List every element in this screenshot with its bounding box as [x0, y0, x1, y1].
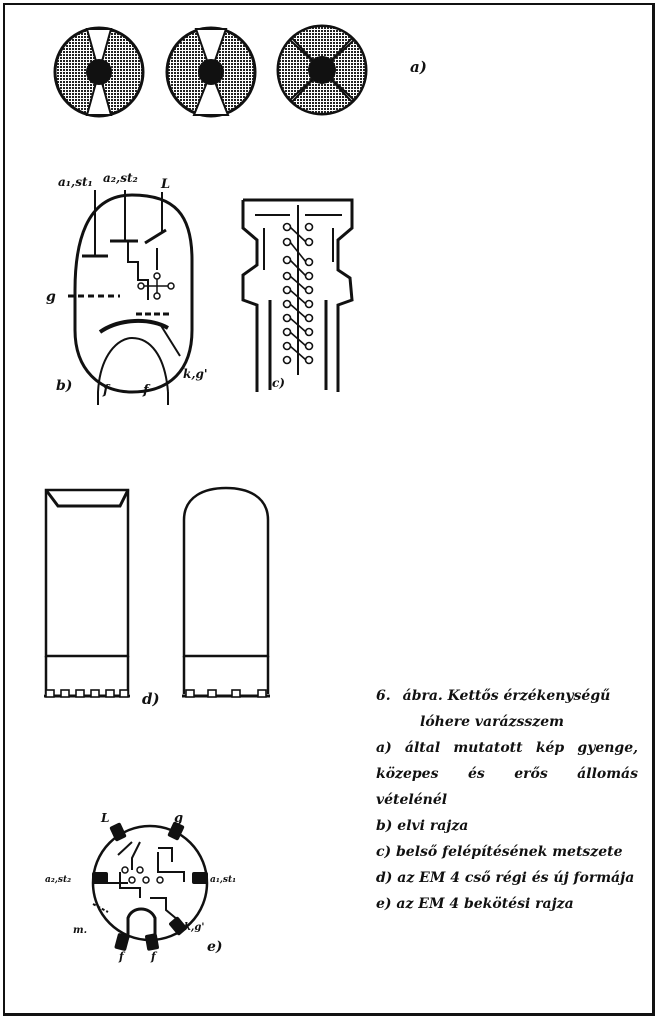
- label-b-f1: f: [103, 383, 109, 398]
- caption-item-b: b) elvi rajza: [376, 818, 469, 834]
- label-a: a): [410, 58, 427, 76]
- caption-item-d: d) az EM 4 cső régi és új formája: [376, 870, 635, 886]
- eye-medium: [167, 28, 255, 116]
- label-b: b): [56, 378, 73, 394]
- label-e: e): [207, 939, 223, 955]
- label-b-a2st2: a₂,st₂: [103, 171, 138, 185]
- label-d: d): [142, 690, 160, 708]
- caption-item-c: c) belső felépítésének metszete: [376, 844, 623, 860]
- caption-item-a: a) által mutatott kép gyenge, közepes és erős állomás vételénél: [376, 740, 638, 808]
- label-c: c): [272, 376, 285, 390]
- label-b-kg: k,g': [183, 367, 208, 381]
- figure-caption: [376, 683, 638, 917]
- label-b-g: g: [46, 289, 56, 305]
- label-e-a2st2: a₂,st₂: [45, 875, 72, 885]
- schematic-b-nodes: [138, 273, 174, 299]
- eye-weak: [55, 28, 143, 116]
- caption-number: 6.: [376, 688, 391, 704]
- label-e-f1: f: [119, 950, 124, 963]
- label-e-L: L: [101, 811, 110, 825]
- tube-new: [182, 488, 270, 696]
- label-b-L: L: [161, 177, 171, 192]
- base-e-nodes: [122, 867, 163, 883]
- label-b-f2: f: [143, 383, 149, 398]
- eye-strong: [278, 26, 366, 114]
- tube-old: [44, 490, 130, 696]
- label-e-m: m.: [73, 925, 88, 936]
- label-e-g: g: [174, 811, 184, 826]
- schematic-b: [68, 190, 192, 405]
- caption-title-line1: ábra. Kettős érzékenységű: [402, 688, 611, 704]
- label-e-f2: f: [151, 950, 156, 963]
- caption-item-e: e) az EM 4 bekötési rajza: [376, 896, 574, 912]
- label-b-a1st1: a₁,st₁: [58, 175, 93, 189]
- label-e-kg: k,g': [184, 922, 205, 933]
- caption-title-line2: lóhere varázsszem: [420, 714, 564, 730]
- label-e-a1st1: a₁,st₁: [210, 875, 237, 885]
- caption-title: [376, 683, 638, 709]
